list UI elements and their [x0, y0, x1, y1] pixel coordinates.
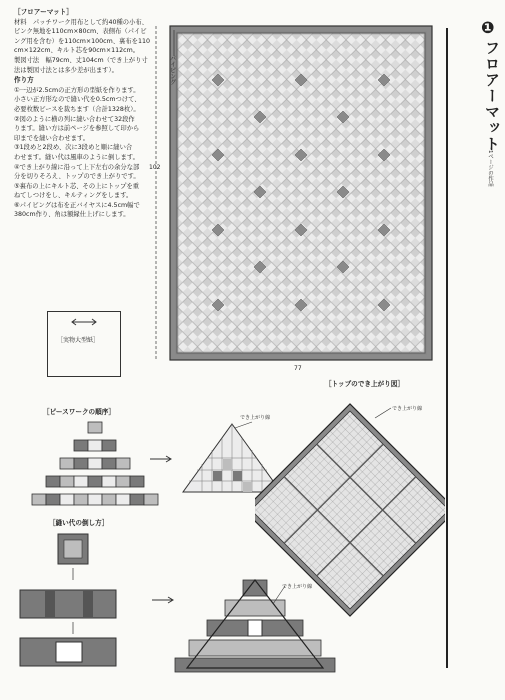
piping-pointer [168, 30, 180, 56]
materials-line-5: 製図寸法 幅79cm、丈104cm（でき上がり寸 [14, 56, 148, 64]
page-subtitle: 1ページの作品 [487, 150, 493, 187]
title-number: ❶ [481, 18, 495, 37]
title-rule [446, 28, 448, 668]
materials-line-3: ング用を含む）を110cm×100cm、裏布を110 [14, 37, 150, 45]
arrow-right-icon [150, 455, 174, 463]
howto-step-line: ④でき上がり線に沿って上下左右の余分な部 [14, 163, 140, 171]
materials-heading: ［フロアーマット］ [14, 8, 73, 16]
howto-step-line: 小さい正方形なので縫い代を0.5cmつけて、 [14, 96, 141, 104]
piecework-finish-line-label: でき上がり線 [240, 415, 271, 421]
materials-section [14, 8, 164, 220]
howto-step-line: ねてしつけをし、キルティングをします。 [14, 192, 133, 200]
materials-line-6: 法は製図寸法とは多少差が出ます）。 [14, 66, 118, 74]
materials-line-2: ピンク無地を110cm×80cm、表側布（パイピ [14, 28, 147, 36]
howto-step-line: ります。縫い方は前ページを参照して印から [14, 125, 140, 133]
howto-heading: 作り方 [14, 76, 34, 85]
pattern-box [47, 311, 121, 377]
mat-height-label: 102 [149, 164, 161, 171]
top-finish-line-label: でき上がり線 [392, 406, 423, 412]
howto-step-line: 分を切りそろえ、トップのでき上がりです。 [14, 173, 140, 181]
howto-step-line: 必要枚数ピースを裁ちます（合計1328枚）。 [14, 105, 140, 113]
mat-width-label: 77 [294, 365, 302, 372]
seam-finish-line-label: でき上がり線 [282, 584, 313, 590]
mat-diagram [148, 20, 440, 365]
howto-step-line: ①一辺が2.5cmの正方形の型紙を作ります。 [14, 86, 140, 94]
materials-line-4: cm×122cm、キルト芯を90cm×112cm。 [14, 47, 140, 55]
seam-diagram [15, 532, 125, 672]
top-heading: ［トップのでき上がり図］ [325, 380, 404, 388]
howto-step-line: ③1段めと2段め、次に3段めと順に縫い合 [14, 144, 133, 152]
howto-step-line: ⑤裏布の上にキルト芯、その上にトップを重 [14, 182, 140, 190]
piecework-steps-diagram [27, 420, 167, 530]
howto-step-line: ⑥パイピングは布を正バイヤスに4.5cm幅で [14, 201, 140, 209]
piping-label: パイピング [168, 55, 176, 85]
howto-step-line: わせます。縫い代は風車のように倒します。 [14, 153, 139, 161]
howto-step-line: 380cm作り、角は額縁仕上げにします。 [14, 211, 130, 219]
howto-step-line: 印までを縫い合わせます。 [14, 134, 90, 142]
page-title: フロアーマット [483, 40, 501, 152]
materials-line-1: 材料 パッチワーク用布として約40種の小布、 [14, 18, 148, 26]
seam-heading: ［縫い代の倒し方］ [49, 519, 109, 527]
double-arrow-icon [70, 318, 98, 326]
piecework-heading: ［ピースワークの順序］ [43, 408, 115, 416]
top-finished-diagram [255, 390, 445, 625]
howto-step-line: ②図のように横の列に縫い合わせて32段作 [14, 115, 135, 123]
pattern-label: ［実物大型紙］ [57, 337, 100, 344]
